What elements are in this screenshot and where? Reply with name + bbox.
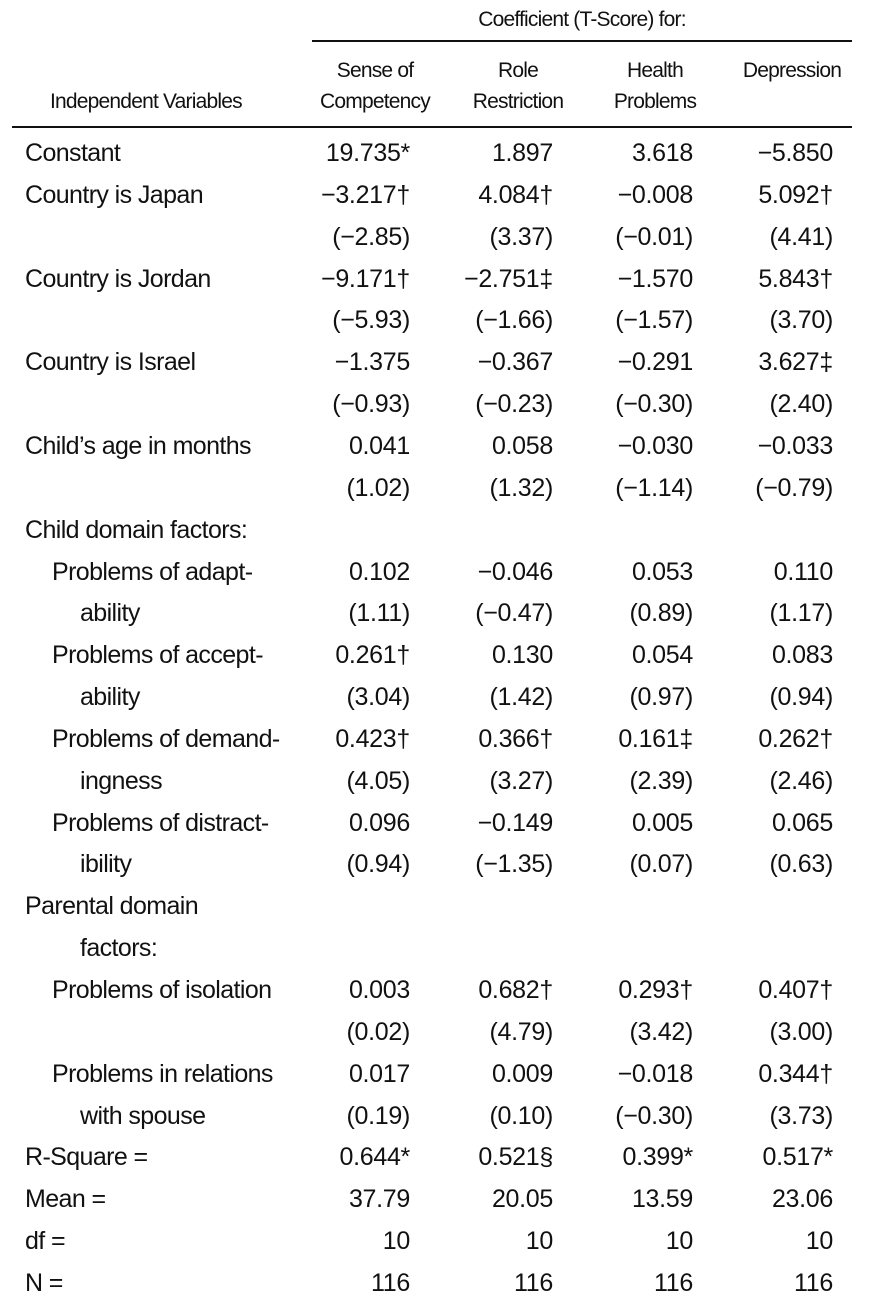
table-cell: 37.79 bbox=[348, 1185, 410, 1213]
table-cell: (−0.30) bbox=[615, 390, 693, 418]
table-cell: (−0.79) bbox=[755, 474, 833, 502]
row-label: R-Square = bbox=[25, 1143, 148, 1171]
table-cell: 13.59 bbox=[631, 1185, 693, 1213]
table-cell: (0.10) bbox=[489, 1102, 553, 1130]
table-cell: 0.407† bbox=[758, 976, 833, 1004]
table-cell: (3.27) bbox=[489, 767, 553, 795]
table-cell: 0.054 bbox=[631, 641, 693, 669]
row-label: Child domain factors: bbox=[25, 516, 248, 544]
table-cell: 0.053 bbox=[631, 558, 693, 586]
table-cell: (3.70) bbox=[769, 306, 833, 334]
table-cell: 0.423† bbox=[335, 725, 410, 753]
table-cell: 4.084† bbox=[478, 181, 553, 209]
table-cell: 116 bbox=[654, 1269, 693, 1297]
spanner-rule bbox=[312, 40, 852, 42]
column-heading-role-restriction bbox=[448, 55, 588, 117]
table-cell: −0.018 bbox=[617, 1060, 693, 1088]
table-cell: (−1.66) bbox=[475, 306, 553, 334]
table-cell: 0.058 bbox=[491, 432, 553, 460]
row-label: Child’s age in months bbox=[25, 432, 251, 460]
table-cell: (0.19) bbox=[346, 1102, 410, 1130]
table-cell: 0.644* bbox=[339, 1143, 410, 1171]
table-cell: 116 bbox=[514, 1269, 553, 1297]
table-cell: 10 bbox=[382, 1227, 410, 1255]
table-cell: (4.05) bbox=[346, 767, 410, 795]
row-label: ingness bbox=[80, 767, 162, 795]
table-cell: 5.843† bbox=[758, 265, 833, 293]
table-cell: 0.065 bbox=[771, 809, 833, 837]
table-cell: −9.171† bbox=[321, 265, 410, 293]
table-cell: 0.399* bbox=[622, 1143, 693, 1171]
table-cell: 10 bbox=[665, 1227, 693, 1255]
spanner-heading: Coefficient (T-Score) for: bbox=[478, 8, 686, 31]
table-cell: 1.897 bbox=[491, 139, 553, 167]
table-cell: (3.00) bbox=[769, 1018, 833, 1046]
table-cell: 0.096 bbox=[348, 809, 410, 837]
table-cell: −0.291 bbox=[617, 348, 693, 376]
column-heading-line1: Role bbox=[498, 59, 538, 82]
table-cell: −0.033 bbox=[757, 432, 833, 460]
row-label: with spouse bbox=[80, 1102, 206, 1130]
table-cell: 10 bbox=[525, 1227, 553, 1255]
table-cell: (2.39) bbox=[629, 767, 693, 795]
table-cell: (2.40) bbox=[769, 390, 833, 418]
table-cell: 0.041 bbox=[348, 432, 410, 460]
table-cell: 0.366† bbox=[478, 725, 553, 753]
column-heading-line1: Health bbox=[627, 59, 683, 82]
table-cell: −0.008 bbox=[617, 181, 693, 209]
table-cell: (1.42) bbox=[489, 683, 553, 711]
table-cell: (3.04) bbox=[346, 683, 410, 711]
row-label: ability bbox=[80, 599, 140, 627]
table-cell: (−1.35) bbox=[475, 850, 553, 878]
table-cell: 19.735* bbox=[325, 139, 410, 167]
row-label: Problems of distract- bbox=[52, 809, 269, 837]
table-cell: (0.07) bbox=[629, 850, 693, 878]
table-cell: 116 bbox=[794, 1269, 833, 1297]
table-cell: −0.367 bbox=[477, 348, 553, 376]
table-cell: 0.161‡ bbox=[618, 725, 693, 753]
table-cell: 0.110 bbox=[773, 558, 833, 586]
row-label: Problems of adapt- bbox=[52, 558, 253, 586]
table-cell: (1.11) bbox=[348, 599, 410, 627]
table-cell: −0.046 bbox=[477, 558, 553, 586]
column-heading-depression bbox=[722, 55, 862, 86]
column-heading-line2: Restriction bbox=[472, 90, 564, 113]
table-cell: 0.262† bbox=[758, 725, 833, 753]
table-cell: (−2.85) bbox=[332, 223, 410, 251]
column-heading-line2: Competency bbox=[320, 90, 430, 113]
table-cell: 0.009 bbox=[491, 1060, 553, 1088]
table-cell: 0.005 bbox=[631, 809, 693, 837]
table-cell: (−1.14) bbox=[615, 474, 693, 502]
stub-heading: Independent Variables bbox=[50, 90, 242, 113]
table-cell: 23.06 bbox=[771, 1185, 833, 1213]
table-cell: 0.102 bbox=[348, 558, 410, 586]
column-heading-line2: Problems bbox=[613, 90, 697, 113]
table-cell: (1.32) bbox=[489, 474, 553, 502]
row-label: Mean = bbox=[25, 1185, 106, 1213]
table-cell: 0.521§ bbox=[478, 1143, 553, 1171]
table-cell: (1.17) bbox=[769, 599, 833, 627]
table-cell: (0.94) bbox=[769, 683, 833, 711]
table-cell: (3.73) bbox=[769, 1102, 833, 1130]
column-heading-health-problems bbox=[585, 55, 725, 117]
table-cell: (−1.57) bbox=[615, 306, 693, 334]
table-cell: −1.570 bbox=[617, 265, 693, 293]
row-label: N = bbox=[25, 1269, 63, 1297]
table-cell: (4.41) bbox=[769, 223, 833, 251]
table-cell: 116 bbox=[371, 1269, 410, 1297]
table-cell: (−0.01) bbox=[615, 223, 693, 251]
table-cell: (−0.93) bbox=[332, 390, 410, 418]
row-label: Country is Japan bbox=[25, 181, 203, 209]
table-cell: 0.517* bbox=[762, 1143, 833, 1171]
table-cell: 3.627‡ bbox=[758, 348, 833, 376]
table-cell: (0.94) bbox=[346, 850, 410, 878]
table-cell: 3.618 bbox=[631, 139, 693, 167]
table-cell: −2.751‡ bbox=[464, 265, 553, 293]
table-cell: −0.149 bbox=[477, 809, 553, 837]
column-heading-sense-of-competency bbox=[305, 55, 445, 117]
table-cell: 0.017 bbox=[348, 1060, 410, 1088]
table-cell: 0.682† bbox=[478, 976, 553, 1004]
table-cell: 10 bbox=[805, 1227, 833, 1255]
table-cell: −0.030 bbox=[617, 432, 693, 460]
table-cell: 0.083 bbox=[771, 641, 833, 669]
table-cell: (0.97) bbox=[629, 683, 693, 711]
header-rule bbox=[12, 126, 852, 128]
table-cell: (3.37) bbox=[489, 223, 553, 251]
row-label: Country is Israel bbox=[25, 348, 196, 376]
column-heading-line1: Sense of bbox=[336, 59, 414, 82]
table-cell: 0.130 bbox=[491, 641, 553, 669]
table-cell: (1.02) bbox=[346, 474, 410, 502]
table-cell: 0.293† bbox=[618, 976, 693, 1004]
row-label: df = bbox=[25, 1227, 65, 1255]
row-label: Problems of accept- bbox=[52, 641, 263, 669]
table-cell: (−5.93) bbox=[332, 306, 410, 334]
table-cell: 5.092† bbox=[758, 181, 833, 209]
row-label: ibility bbox=[80, 850, 132, 878]
table-cell: (2.46) bbox=[769, 767, 833, 795]
table-cell: (0.63) bbox=[769, 850, 833, 878]
table-cell: (0.02) bbox=[346, 1018, 410, 1046]
table-cell: −3.217† bbox=[321, 181, 410, 209]
table-cell: −1.375 bbox=[334, 348, 410, 376]
row-label: Problems of demand- bbox=[52, 725, 280, 753]
table-cell: (−0.30) bbox=[615, 1102, 693, 1130]
table-cell: −5.850 bbox=[757, 139, 833, 167]
row-label: Constant bbox=[25, 139, 121, 167]
table-cell: 0.344† bbox=[758, 1060, 833, 1088]
table-cell: (4.79) bbox=[489, 1018, 553, 1046]
row-label: ability bbox=[80, 683, 140, 711]
row-label: Problems of isolation bbox=[52, 976, 272, 1004]
table-cell: 0.003 bbox=[348, 976, 410, 1004]
table-cell: (−0.23) bbox=[475, 390, 553, 418]
table-cell: 20.05 bbox=[491, 1185, 553, 1213]
column-heading-line2: Depression bbox=[742, 59, 842, 82]
row-label: Problems in relations bbox=[52, 1060, 273, 1088]
table-cell: 0.261† bbox=[335, 641, 410, 669]
row-label: Parental domain bbox=[25, 892, 199, 920]
row-label: factors: bbox=[80, 934, 158, 962]
table-cell: (0.89) bbox=[629, 599, 693, 627]
row-label: Country is Jordan bbox=[25, 265, 211, 293]
table-cell: (−0.47) bbox=[475, 599, 553, 627]
table-cell: (3.42) bbox=[629, 1018, 693, 1046]
